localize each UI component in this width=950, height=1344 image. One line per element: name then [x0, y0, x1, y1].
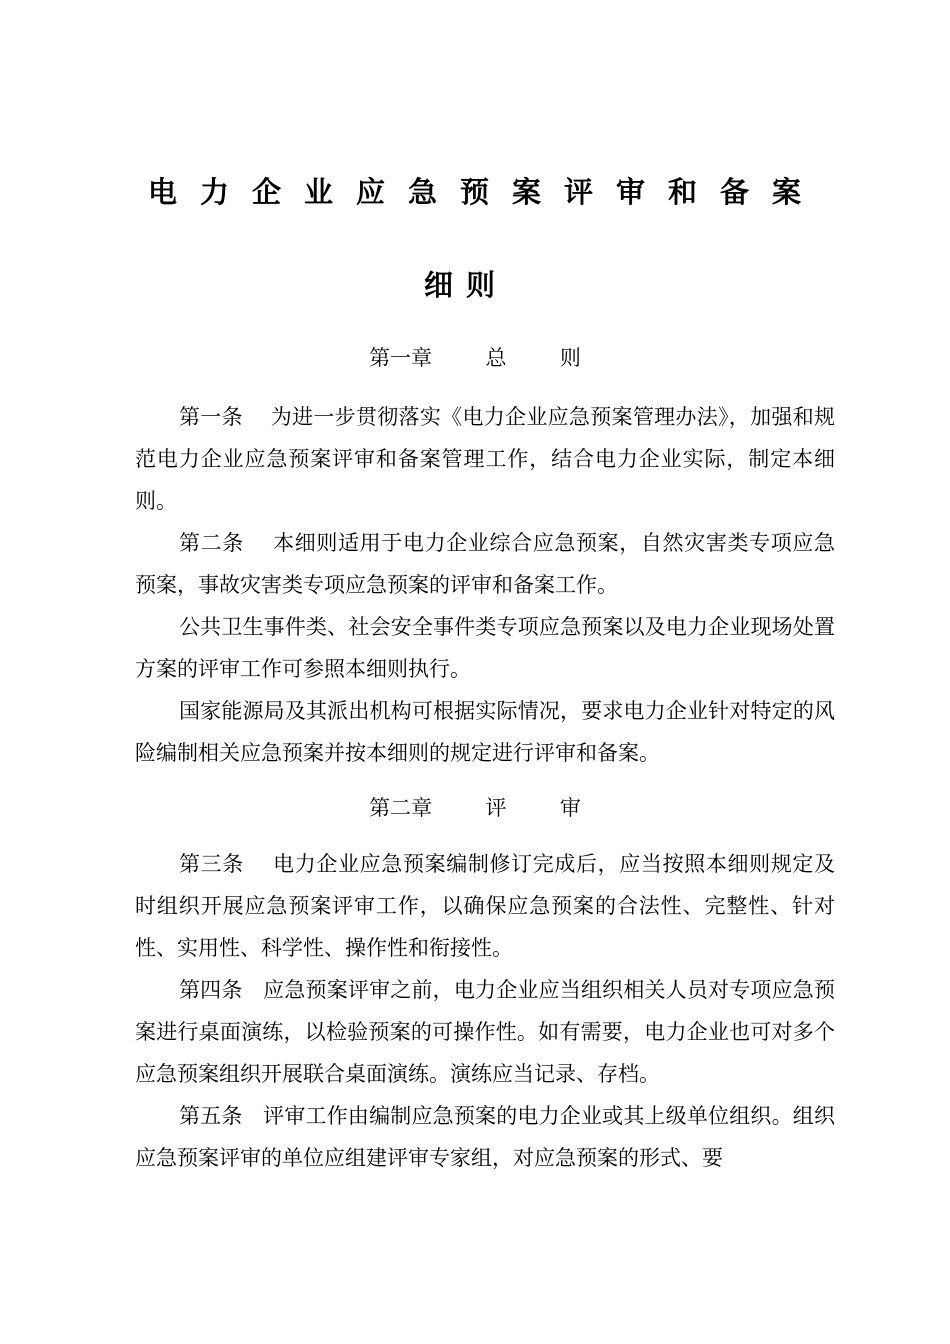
- article-3-paragraph: 第三条 电力企业应急预案编制修订完成后，应当按照本细则规定及时组织开展应急预案评审工作，以确保应急预案的合法性、完整性、针对性、实用性、科学性、操作性和衔接性。: [135, 852, 835, 960]
- article-4-paragraph: 第四条 应急预案评审之前，电力企业应当组织相关人员对专项应急预案进行桌面演练，以检验预案的可操作性。如有需要，电力企业也可对多个应急预案组织开展联合桌面演练。演练应当记录、存档。: [135, 978, 835, 1086]
- article-2-paragraph: 第二条 本细则适用于电力企业综合应急预案，自然灾害类专项应急预案，事故灾害类专项应急预案的评审和备案工作。: [135, 531, 835, 597]
- article-1-paragraph: 第一条 为进一步贯彻落实《电力企业应急预案管理办法》，加强和规范电力企业应急预案评审和备案管理工作，结合电力企业实际，制定本细则。: [135, 405, 835, 513]
- article-2-supplement-paragraph: 公共卫生事件类、社会安全事件类专项应急预案以及电力企业现场处置方案的评审工作可参照本细则执行。: [135, 615, 835, 681]
- article-2-energy-bureau-paragraph: 国家能源局及其派出机构可根据实际情况，要求电力企业针对特定的风险编制相关应急预案并按本细则的规定进行评审和备案。: [135, 699, 835, 765]
- chapter-1-heading: 第一章 总 则: [369, 346, 581, 370]
- chapter-2-heading: 第二章 评 审: [369, 796, 581, 820]
- chapter-2-body: [135, 843, 835, 1179]
- chapter-1-body: [135, 396, 835, 774]
- article-5-paragraph: 第五条 评审工作由编制应急预案的电力企业或其上级单位组织。组织应急预案评审的单位应组建评审专家组，对应急预案的形式、要: [135, 1104, 835, 1170]
- document-title-line-2: 细则: [424, 268, 509, 302]
- document-title-line-1: 电力企业应急预案评审和备案: [148, 175, 825, 209]
